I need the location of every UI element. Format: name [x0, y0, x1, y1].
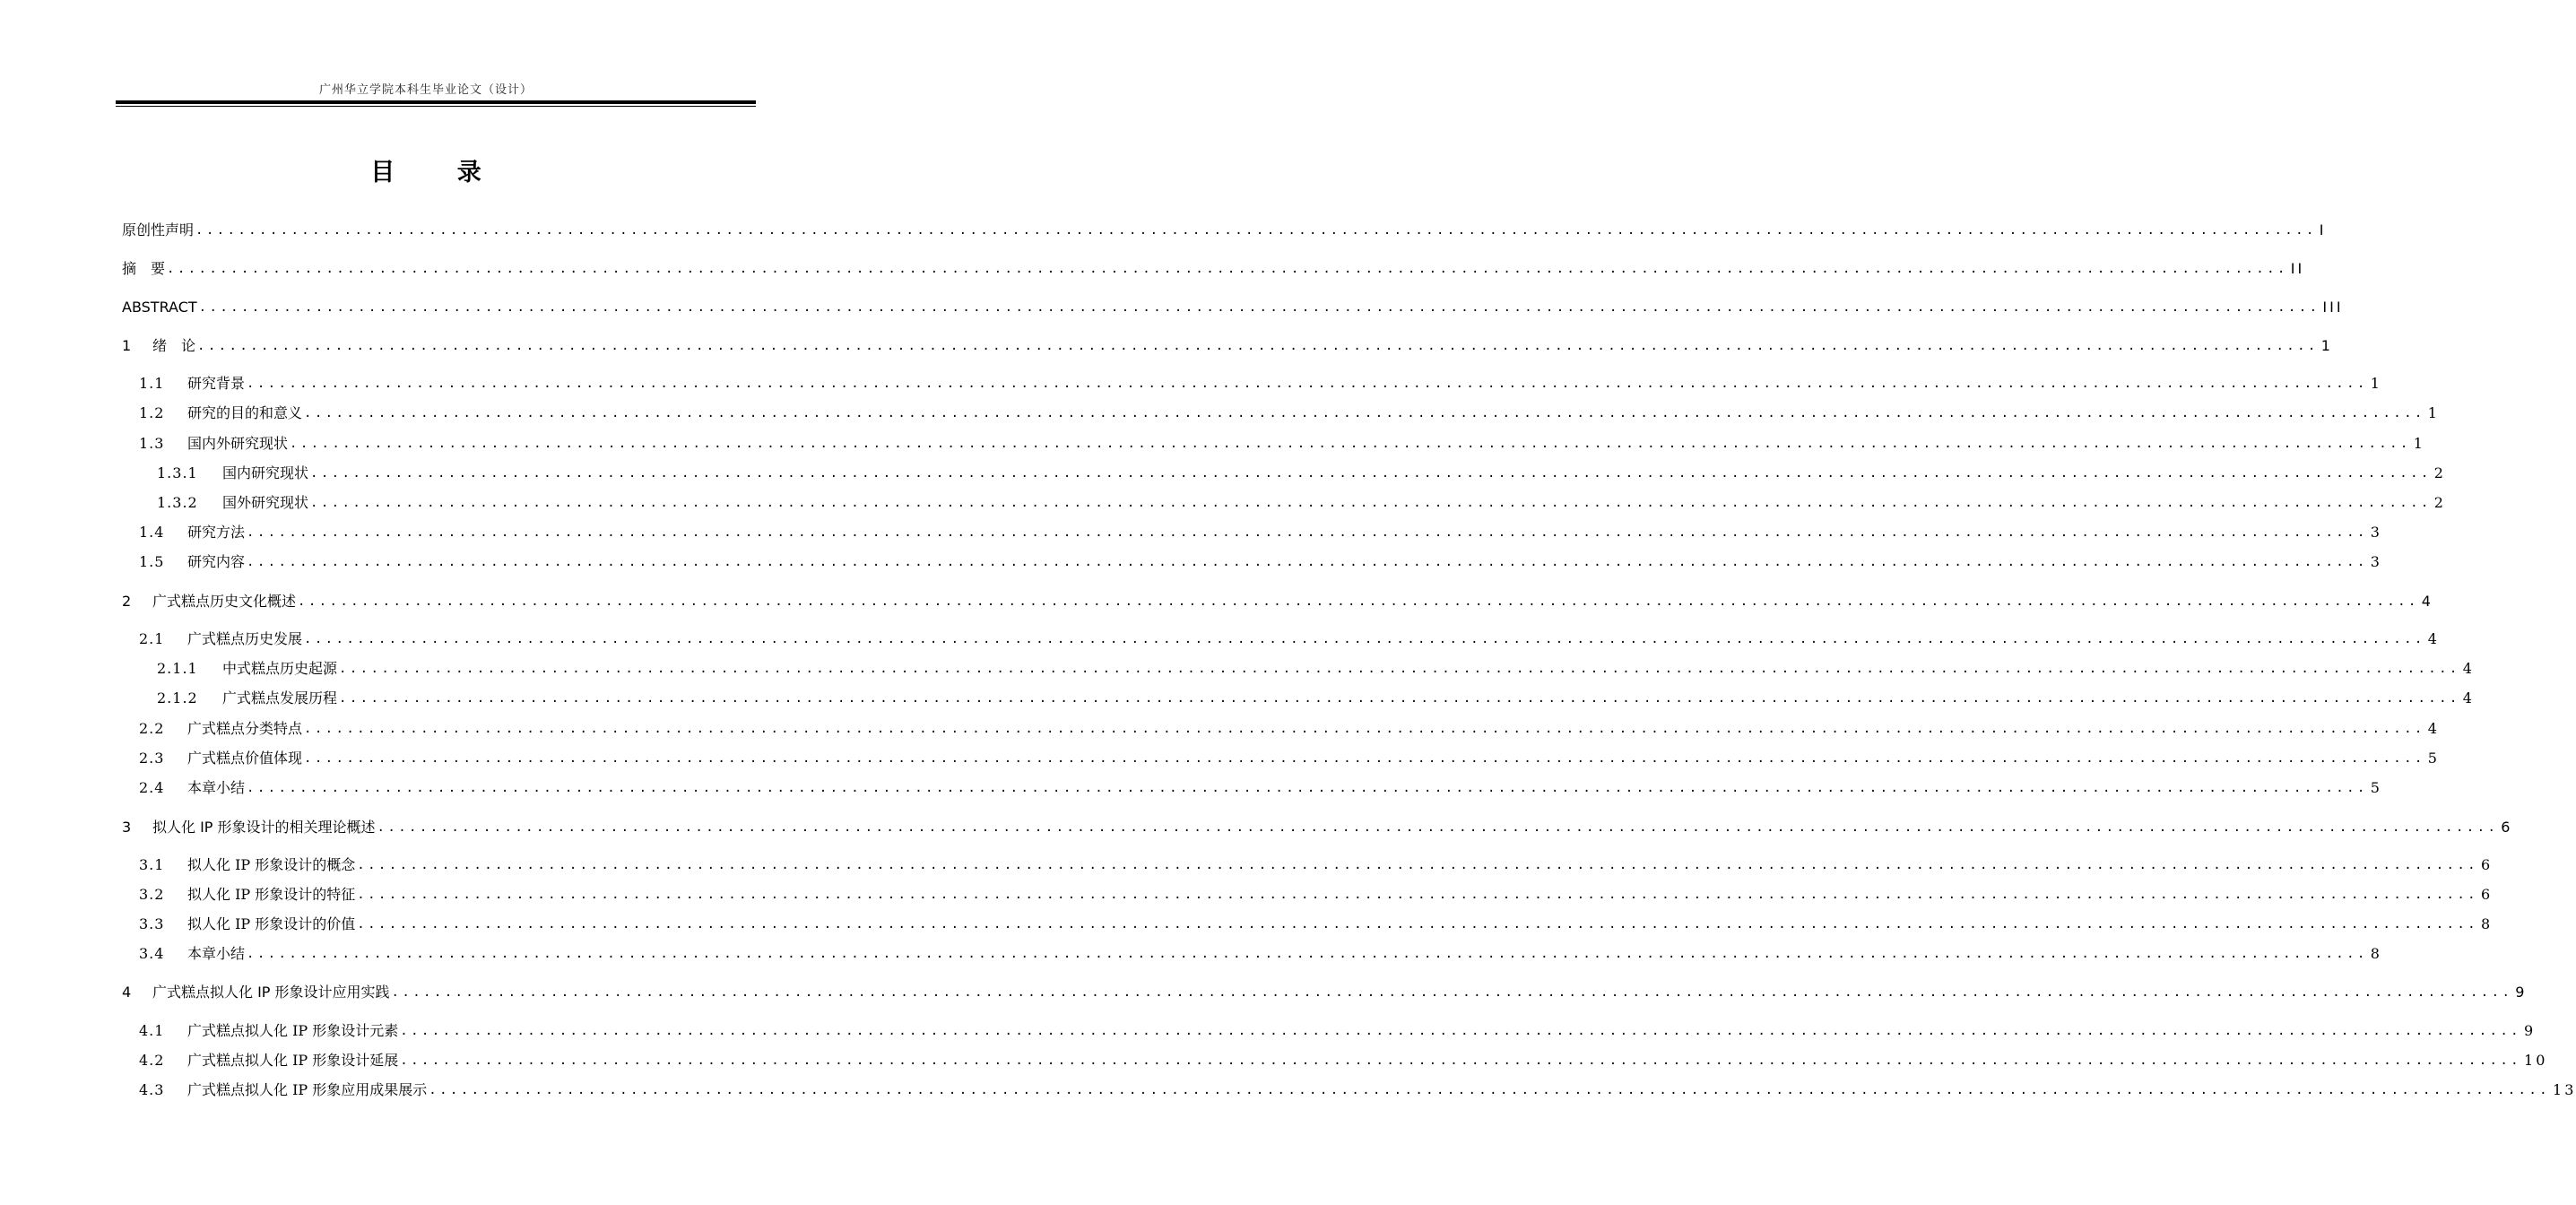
- toc-entry[interactable]: [0, 431, 2425, 453]
- toc-leader-dots: ........................................................................................................................................................................................................: [247, 525, 2368, 540]
- toc-entry-title: 拟人化 IP 形象设计的特征: [187, 886, 356, 903]
- toc-entry-title: 国外研究现状: [222, 494, 309, 511]
- toc-entry[interactable]: [0, 853, 2494, 874]
- toc-entry-label-group: [139, 1081, 427, 1099]
- toc-leader-dots: ........................................................................................................................................................................................................: [357, 858, 2479, 872]
- toc-entry-label-group: [139, 1022, 398, 1040]
- toc-entry-page: 6: [2501, 819, 2513, 836]
- toc-entry[interactable]: [0, 941, 2382, 963]
- toc-entry[interactable]: [0, 520, 2382, 542]
- toc-entry-number: 4.1: [139, 1022, 165, 1039]
- toc-entry[interactable]: [0, 776, 2382, 797]
- toc-entry-number: 1.5: [139, 553, 165, 570]
- toc-entry-label-group: [139, 630, 302, 648]
- toc-entry-page: 10: [2524, 1052, 2548, 1069]
- toc-entry-label-group: [139, 945, 245, 963]
- toc-entry-page: 2: [2433, 494, 2446, 511]
- toc-entry-label-group: [139, 404, 302, 422]
- toc-entry-label-group: [157, 660, 337, 678]
- toc-entry[interactable]: [0, 980, 2528, 1001]
- toc-entry[interactable]: [0, 334, 2333, 355]
- toc-entry-label-group: [139, 750, 302, 767]
- toc-entry-number: 3.3: [139, 915, 165, 932]
- toc-entry-page: 4: [2462, 689, 2475, 707]
- toc-entry-page: 9: [2524, 1022, 2537, 1039]
- toc-entry-number: 2.2: [139, 720, 165, 737]
- toc-entry-label-group: [139, 886, 355, 904]
- toc-entry-page: 2: [2433, 464, 2446, 481]
- toc-entry[interactable]: [0, 746, 2440, 767]
- toc-entry-title: 摘 要: [122, 260, 166, 277]
- toc-leader-dots: ........................................................................................................................................................................................................: [339, 691, 2460, 706]
- toc-entry-label-group: [122, 221, 194, 239]
- toc-entry[interactable]: [0, 1078, 2576, 1099]
- toc-entry-page: 8: [2481, 915, 2494, 932]
- toc-entry[interactable]: [0, 686, 2475, 707]
- toc-entry-title: 研究的目的和意义: [187, 404, 303, 421]
- toc-entry-title: 广式糕点历史发展: [187, 630, 303, 647]
- toc-leader-dots: ........................................................................................................................................................................................................: [400, 1053, 2522, 1068]
- toc-entry-number: 3.2: [139, 886, 165, 903]
- toc-entry-number: 1.2: [139, 404, 165, 421]
- toc-entry-page: 4: [2421, 593, 2433, 610]
- toc-entry-number: 1.3.1: [157, 464, 198, 481]
- toc-entry-label-group: [122, 299, 197, 316]
- toc-leader-dots: ........................................................................................................................................................................................................: [304, 632, 2425, 646]
- toc-entry-page: 1: [2370, 375, 2382, 392]
- toc-entry-number: 2: [122, 593, 132, 610]
- toc-leader-dots: ........................................................................................................................................................................................................: [304, 722, 2425, 736]
- toc-leader-dots: ........................................................................................................................................................................................................: [247, 377, 2368, 391]
- toc-entry-label-group: [139, 720, 302, 738]
- toc-entry-number: 4.3: [139, 1081, 165, 1098]
- toc-entry-page: 3: [2370, 553, 2382, 570]
- toc-entry[interactable]: [0, 627, 2440, 648]
- toc-title: 目 录: [370, 159, 508, 186]
- toc-entry-label-group: [157, 494, 308, 512]
- toc-entry-title: 原创性声明: [122, 221, 195, 238]
- toc-entry-label-group: [157, 689, 337, 707]
- toc-leader-dots: ........................................................................................................................................................................................................: [247, 947, 2368, 961]
- toc-leader-dots: ........................................................................................................................................................................................................: [290, 437, 2411, 451]
- toc-entry-page: II: [2290, 260, 2305, 277]
- toc-leader-dots: ........................................................................................................................................................................................................: [298, 594, 2419, 609]
- toc-entry-page: 8: [2370, 945, 2382, 962]
- toc-entry-title: 绪 论: [152, 337, 196, 354]
- toc-entry[interactable]: [0, 1019, 2537, 1040]
- toc-entry-page: 5: [2427, 750, 2440, 767]
- toc-leader-dots: ........................................................................................................................................................................................................: [247, 781, 2368, 795]
- toc-entry-title: 广式糕点价值体现: [187, 750, 303, 767]
- toc-entry-number: 2.3: [139, 750, 165, 767]
- toc-entry-page: 4: [2462, 660, 2475, 677]
- toc-entry-page: 3: [2370, 524, 2382, 541]
- toc-entry-label-group: [157, 464, 308, 482]
- toc-entry-number: 3.1: [139, 856, 165, 873]
- toc-entry[interactable]: [0, 461, 2446, 482]
- toc-entry-title: 本章小结: [187, 779, 246, 796]
- toc-leader-dots: ........................................................................................................................................................................................................: [391, 985, 2513, 1000]
- toc-entry-label-group: [139, 524, 245, 542]
- toc-leader-dots: ........................................................................................................................................................................................................: [198, 300, 2320, 315]
- toc-entry-title: 研究背景: [187, 375, 246, 392]
- toc-entry[interactable]: [0, 912, 2494, 933]
- toc-entry-page: 9: [2515, 984, 2528, 1001]
- toc-entry[interactable]: [0, 815, 2513, 837]
- toc-entry-number: 1.4: [139, 524, 165, 541]
- toc-entry[interactable]: [0, 295, 2344, 316]
- toc-entry-title: 广式糕点拟人化 IP 形象设计应用实践: [152, 984, 390, 1001]
- toc-entry-label-group: [122, 819, 376, 837]
- toc-leader-dots: ........................................................................................................................................................................................................: [357, 888, 2479, 902]
- toc-entry[interactable]: [0, 882, 2494, 904]
- toc-entry-label-group: [122, 984, 390, 1001]
- toc-entry-label-group: [139, 779, 245, 797]
- toc-entry-label-group: [122, 337, 195, 355]
- toc-entry-title: 拟人化 IP 形象设计的相关理论概述: [152, 819, 376, 836]
- toc-entry-title: 拟人化 IP 形象设计的价值: [187, 915, 356, 932]
- toc-entry-page: III: [2322, 299, 2344, 316]
- toc-entry[interactable]: [0, 218, 2327, 239]
- toc-entry-page: I: [2319, 221, 2327, 238]
- toc-leader-dots: ........................................................................................................................................................................................................: [357, 917, 2479, 932]
- toc-entry-number: 3.4: [139, 945, 165, 962]
- toc-entry-number: 3: [122, 819, 132, 836]
- toc-leader-dots: ........................................................................................................................................................................................................: [195, 223, 2317, 238]
- toc-entry-label-group: [122, 593, 296, 611]
- toc-entry-number: 1: [122, 337, 132, 354]
- toc-entry-title: 广式糕点发展历程: [222, 689, 338, 707]
- toc-entry-number: 1.3.2: [157, 494, 198, 511]
- running-header: 广州华立学院本科生毕业论文（设计）: [318, 83, 533, 97]
- toc-leader-dots: ........................................................................................................................................................................................................: [377, 820, 2499, 835]
- toc-entry-label-group: [139, 1052, 398, 1070]
- toc-entry-title: 中式糕点历史起源: [222, 660, 338, 677]
- toc-entry[interactable]: [0, 490, 2446, 512]
- toc-entry-page: 1: [2413, 435, 2425, 452]
- toc-entry-title: 拟人化 IP 形象设计的概念: [187, 856, 356, 873]
- toc-entry-title: 广式糕点拟人化 IP 形象设计元素: [187, 1022, 399, 1039]
- toc-leader-dots: ........................................................................................................................................................................................................: [247, 555, 2368, 569]
- toc-entry-title: 本章小结: [187, 945, 246, 962]
- toc-entry-title: 广式糕点历史文化概述: [152, 593, 297, 610]
- toc-entry-number: 2.1.1: [157, 660, 198, 677]
- toc-entry-title: 广式糕点拟人化 IP 形象应用成果展示: [187, 1081, 428, 1098]
- toc-leader-dots: ........................................................................................................................................................................................................: [429, 1083, 2551, 1097]
- toc-leader-dots: ........................................................................................................................................................................................................: [310, 466, 2432, 481]
- toc-entry-page: 6: [2481, 856, 2494, 873]
- toc-entry[interactable]: [0, 1048, 2548, 1070]
- toc-entry-title: 广式糕点分类特点: [187, 720, 303, 737]
- toc-entry-number: 2.4: [139, 779, 165, 796]
- toc-entry[interactable]: [0, 656, 2475, 678]
- toc-leader-dots: ........................................................................................................................................................................................................: [197, 339, 2319, 353]
- toc-entry-label-group: [139, 856, 355, 874]
- toc-entry-label-group: [139, 435, 288, 453]
- toc-entry-page: 6: [2481, 886, 2494, 903]
- toc-leader-dots: ........................................................................................................................................................................................................: [400, 1024, 2522, 1038]
- toc-entry[interactable]: [0, 401, 2440, 422]
- toc-entry[interactable]: [0, 589, 2433, 611]
- toc-entry-label-group: [139, 375, 245, 393]
- toc-entry-title: 研究方法: [187, 524, 246, 541]
- toc-entry[interactable]: [0, 371, 2382, 393]
- toc-leader-dots: ........................................................................................................................................................................................................: [167, 262, 2288, 276]
- toc-entry[interactable]: [0, 550, 2382, 571]
- toc-entry-page: 5: [2370, 779, 2382, 796]
- toc-entry-page: 1: [2427, 404, 2440, 421]
- toc-entry-number: 2.1: [139, 630, 165, 647]
- toc-entry-title: 研究内容: [187, 553, 246, 570]
- toc-leader-dots: ........................................................................................................................................................................................................: [304, 751, 2425, 766]
- toc-entry-title: 国内研究现状: [222, 464, 309, 481]
- toc-entry-title: 国内外研究现状: [187, 435, 289, 452]
- toc-leader-dots: ........................................................................................................................................................................................................: [304, 406, 2425, 420]
- toc-entry-page: 1: [2320, 337, 2333, 354]
- toc-entry-number: 1.3: [139, 435, 165, 452]
- toc-entry-page: 13: [2553, 1081, 2576, 1098]
- toc-entry-title: ABSTRACT: [122, 299, 197, 316]
- toc-entry-number: 1.1: [139, 375, 165, 392]
- toc-entry-number: 4.2: [139, 1052, 165, 1069]
- toc-entry-number: 4: [122, 984, 132, 1001]
- toc-entry-page: 4: [2427, 720, 2440, 737]
- toc-leader-dots: ........................................................................................................................................................................................................: [339, 662, 2460, 676]
- toc-entry[interactable]: [0, 256, 2305, 278]
- toc-entry[interactable]: [0, 716, 2440, 738]
- toc-entry-label-group: [139, 553, 245, 571]
- toc-entry-label-group: [139, 915, 355, 933]
- toc-leader-dots: ........................................................................................................................................................................................................: [310, 496, 2432, 510]
- toc-entry-title: 广式糕点拟人化 IP 形象设计延展: [187, 1052, 399, 1069]
- toc-entry-page: 4: [2427, 630, 2440, 647]
- toc-entry-label-group: [122, 260, 165, 278]
- toc-entry-number: 2.1.2: [157, 689, 198, 707]
